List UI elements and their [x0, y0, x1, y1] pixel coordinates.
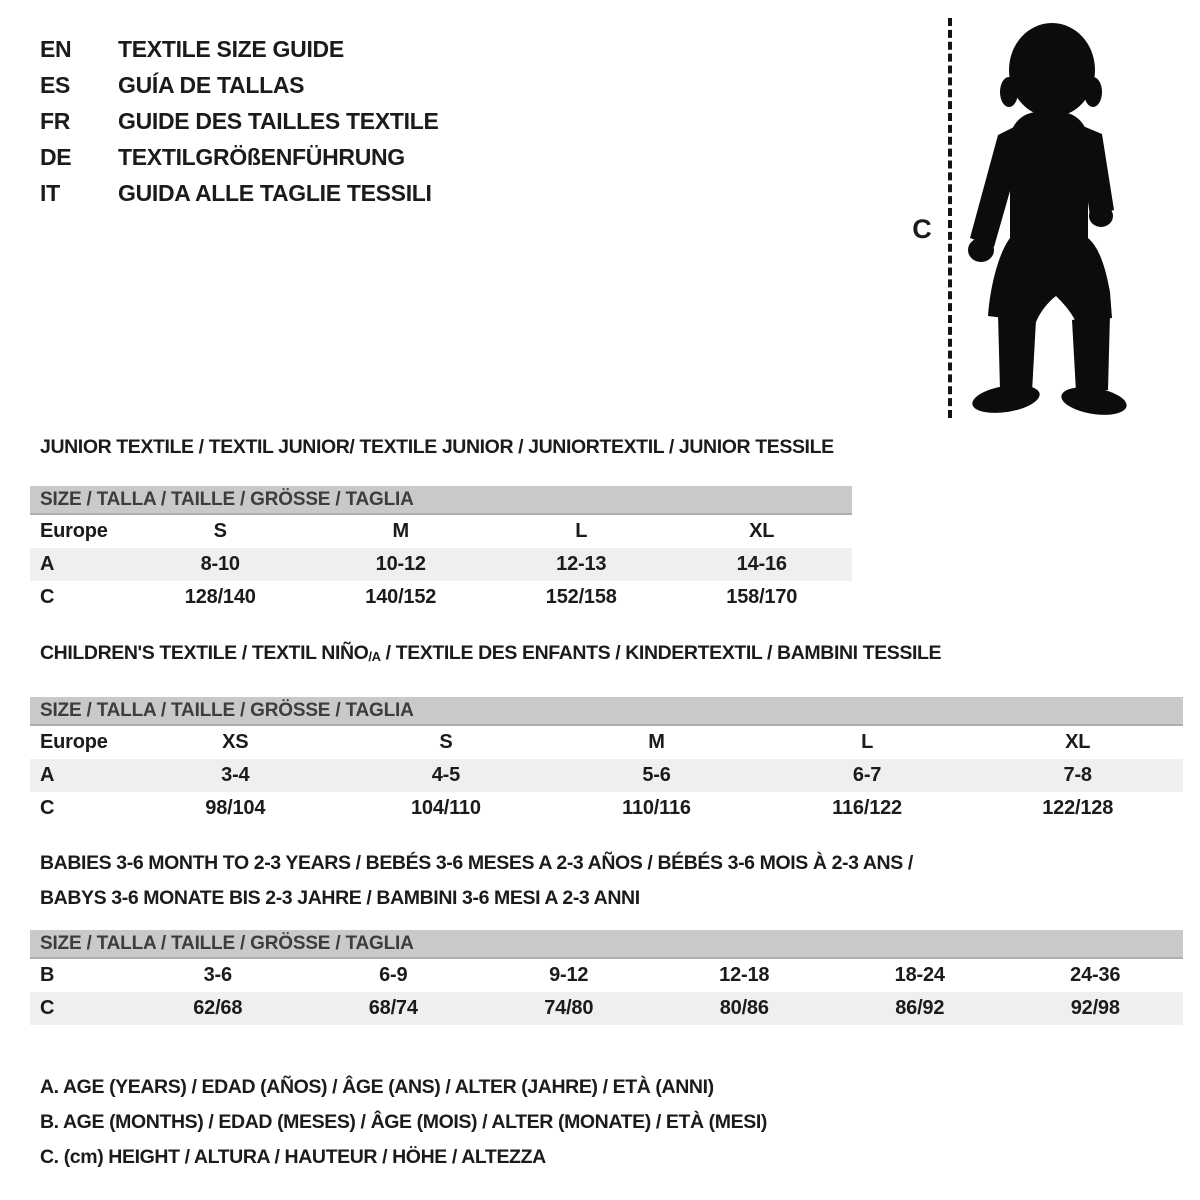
table-row	[30, 726, 1183, 759]
size-value: 3-6	[203, 964, 232, 986]
size-value: 122/128	[1042, 797, 1114, 819]
size-table	[30, 726, 1183, 825]
size-value: 140/152	[365, 586, 437, 608]
junior-textile-section	[30, 435, 852, 614]
language-item	[40, 31, 439, 67]
size-value: L	[861, 731, 874, 753]
babies-textile-section	[30, 846, 1183, 1025]
section-title-line: BABIES 3-6 MONTH TO 2-3 YEARS / BEBÉS 3-6 MESES A 2-3 AÑOS / BÉBÉS 3-6 MOIS À 2-3 ANS /	[40, 852, 913, 874]
language-title: GUIDA ALLE TAGLIE TESSILI	[118, 180, 432, 206]
row-label: C	[40, 797, 55, 819]
size-value: 116/122	[832, 797, 902, 819]
row-label: B	[40, 964, 55, 986]
section-title	[30, 846, 1183, 916]
children-textile-section	[30, 641, 1183, 825]
size-value: 18-24	[894, 964, 945, 986]
size-value: 110/116	[622, 797, 691, 819]
row-label: A	[40, 764, 55, 786]
height-measure-dashed-line	[948, 18, 952, 418]
size-value: 8-10	[200, 553, 240, 575]
section-title-line: BABYS 3-6 MONATE BIS 2-3 JAHRE / BAMBINI 3-6 MESI A 2-3 ANNI	[40, 887, 640, 909]
height-measure-label: C	[912, 214, 932, 244]
row-label: Europe	[40, 731, 108, 753]
size-value: 74/80	[544, 997, 594, 1019]
size-header-bar: SIZE / TALLA / TAILLE / GRÖSSE / TAGLIA	[30, 930, 1183, 959]
size-value: 5-6	[642, 764, 671, 786]
size-value: M	[648, 731, 665, 753]
row-label: Europe	[40, 520, 108, 542]
table-row	[30, 959, 1183, 992]
size-value: 10-12	[375, 553, 426, 575]
section-title-text: / TEXTILE DES ENFANTS / KINDERTEXTIL / BAMBINI TESSILE	[380, 642, 942, 664]
size-value: 6-7	[852, 764, 882, 786]
legend-line: A. AGE (YEARS) / EDAD (AÑOS) / ÂGE (ANS) / ALTER (JAHRE) / ETÀ (ANNI)	[40, 1076, 714, 1098]
section-title-line: JUNIOR TEXTILE / TEXTIL JUNIOR/ TEXTILE JUNIOR / JUNIORTEXTIL / JUNIOR TESSILE	[40, 436, 834, 458]
language-code-label: EN	[40, 36, 72, 62]
language-item	[40, 103, 439, 139]
toddler-silhouette-icon	[964, 20, 1134, 417]
size-table	[30, 959, 1183, 1025]
size-value: XS	[222, 731, 249, 753]
section-title-text: CHILDREN'S TEXTILE / TEXTIL NIÑO	[40, 642, 369, 664]
language-code-label: IT	[40, 180, 60, 206]
language-code-label: FR	[40, 108, 71, 134]
size-value: 86/92	[895, 997, 945, 1019]
size-value: 24-36	[1070, 964, 1121, 986]
language-title: GUIDE DES TAILLES TEXTILE	[118, 108, 439, 134]
size-header-bar: SIZE / TALLA / TAILLE / GRÖSSE / TAGLIA	[30, 486, 852, 515]
language-title: TEXTILE SIZE GUIDE	[118, 36, 344, 62]
row-label: C	[40, 997, 55, 1019]
size-value: 12-13	[556, 553, 607, 575]
size-value: L	[575, 520, 588, 542]
size-value: 128/140	[184, 586, 256, 608]
size-value: 158/170	[726, 586, 798, 608]
size-value: 92/98	[1070, 997, 1120, 1019]
section-title-subscript: /A	[368, 649, 381, 664]
size-value: 7-8	[1063, 764, 1092, 786]
legend-line: B. AGE (MONTHS) / EDAD (MESES) / ÂGE (MOIS) / ALTER (MONATE) / ETÀ (MESI)	[40, 1111, 767, 1133]
size-value: 12-18	[719, 964, 770, 986]
language-code-label: DE	[40, 144, 72, 170]
size-value: 9-12	[549, 964, 589, 986]
section-title	[30, 435, 852, 459]
size-value: 4-5	[431, 764, 461, 786]
table-row	[30, 581, 852, 614]
row-label: C	[40, 586, 55, 608]
size-value: 68/74	[368, 997, 418, 1019]
language-item	[40, 67, 439, 103]
row-label: A	[40, 553, 55, 575]
size-value: 80/86	[719, 997, 769, 1019]
size-value: XL	[749, 520, 775, 542]
table-row	[30, 548, 852, 581]
size-value: 104/110	[410, 797, 481, 819]
size-value: 98/104	[205, 797, 266, 819]
size-value: 152/158	[545, 586, 617, 608]
legend-line: C. (cm) HEIGHT / ALTURA / HAUTEUR / HÖHE / ALTEZZA	[40, 1146, 546, 1168]
size-value: XL	[1065, 731, 1091, 753]
language-item	[40, 139, 439, 175]
table-row	[30, 992, 1183, 1025]
size-value: 14-16	[736, 553, 787, 575]
size-value: S	[213, 520, 227, 542]
table-row	[30, 515, 852, 548]
size-value: S	[439, 731, 453, 753]
table-row	[30, 759, 1183, 792]
size-value: 62/68	[193, 997, 243, 1019]
language-title: TEXTILGRÖßENFÜHRUNG	[118, 144, 405, 170]
size-value: 6-9	[379, 964, 408, 986]
language-code-label: ES	[40, 72, 71, 98]
size-table	[30, 515, 852, 614]
language-title: GUÍA DE TALLAS	[118, 72, 305, 98]
table-row	[30, 792, 1183, 825]
language-list	[40, 31, 439, 211]
section-title	[30, 641, 1183, 667]
language-item	[40, 175, 439, 211]
size-value: 3-4	[221, 764, 250, 786]
size-header-bar: SIZE / TALLA / TAILLE / GRÖSSE / TAGLIA	[30, 697, 1183, 726]
legend	[30, 1070, 767, 1175]
size-value: M	[392, 520, 409, 542]
